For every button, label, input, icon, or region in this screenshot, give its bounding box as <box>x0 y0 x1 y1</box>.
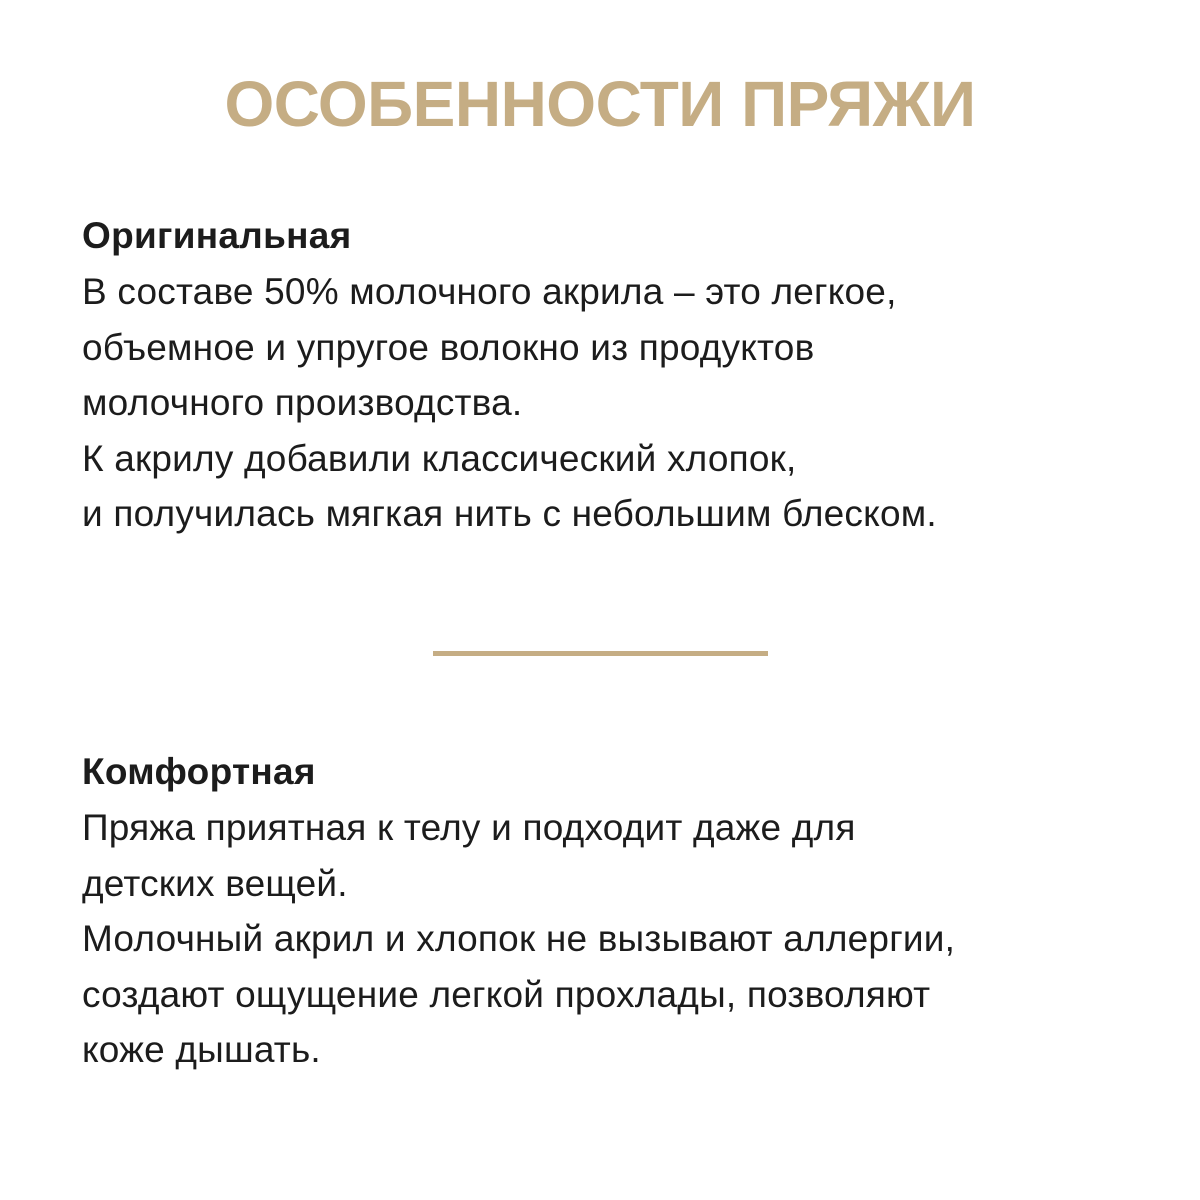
section-text-line: объемное и упругое волокно из продуктов <box>82 326 815 368</box>
section-text-line: К акрилу добавили классический хлопок, <box>82 437 797 479</box>
section-text-line: молочного производства. <box>82 382 523 423</box>
section-text-line: Молочный акрил и хлопок не вызывают аллергии, <box>82 918 956 959</box>
section-heading: Оригинальная <box>82 215 352 256</box>
section-comfortable <box>82 744 1162 1078</box>
section-text-line: Пряжа приятная к телу и подходит даже для <box>82 807 856 848</box>
section-text-line: и получилась мягкая нить с небольшим блеском. <box>82 493 937 534</box>
section-text-line: коже дышать. <box>82 1029 321 1070</box>
section-divider <box>433 651 768 656</box>
section-text-line: В составе 50% молочного акрила – это легкое, <box>82 271 897 312</box>
section-heading: Комфортная <box>82 751 316 792</box>
section-original <box>82 208 1162 542</box>
section-text-line: создают ощущение легкой прохлады, позволяют <box>82 973 931 1015</box>
page-title: ОСОБЕННОСТИ ПРЯЖИ <box>224 68 976 140</box>
section-text-line: детских вещей. <box>82 862 348 904</box>
